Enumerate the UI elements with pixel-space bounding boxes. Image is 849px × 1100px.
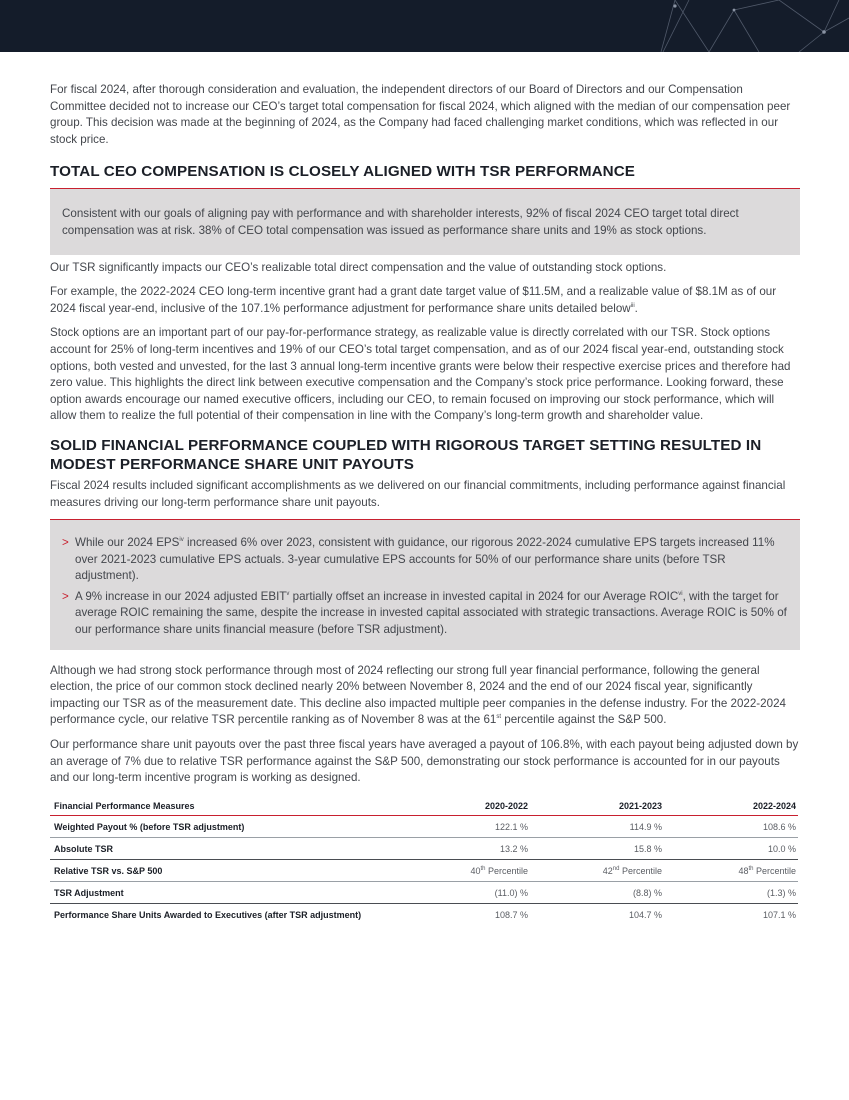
bullet-text: increased 6% over 2023, consistent with guidance, our rigorous 2022-2024 cumulative EPS targets increased 11% over 2021-2023 cumulative EPS actuals. 3-year cumulative EPS accounts for 50% of our performance share units (before TSR adjustment). — [75, 536, 775, 583]
table-cell: 10.0 % — [767, 843, 796, 854]
footnote-ref: v — [286, 591, 290, 598]
footnote-ref: iii — [630, 302, 635, 309]
stock-options-paragraph: Stock options are an important part of our pay-for-performance strategy, as realizable value is directly correlated with our TSR. Stock options account for 25% of long-term incentives and 19% of our CEO’s total target compensation, and as of our 2024 fiscal year-end, outstanding stock options, both vested and unvested, for the last 3 annual long-term incentive grants were below their respective exercise prices and therefore had zero value. This highlights the direct link between executive compensation and the Company’s stock price performance. Looking forward, these option awards encourage our named executive officers, including our CEO, to remain focused on improving our stock performance, which will allow them to realize the full potential of their compensation in line with the Company’s long-term growth and shareholder value. — [50, 326, 791, 423]
chevron-right-icon: > — [62, 536, 69, 550]
ordinal-suffix: nd — [612, 865, 620, 872]
table-cell: 107.1 % — [762, 910, 796, 921]
top-banner — [0, 0, 849, 52]
table-cell — [396, 860, 530, 882]
column-header: Financial Performance Measures — [54, 801, 195, 812]
stock-decline-paragraph — [50, 663, 800, 729]
table-cell — [530, 860, 664, 882]
table-cell: (8.8) % — [632, 887, 662, 898]
callout-box-financial-measures — [50, 520, 800, 650]
ordinal-suffix: th — [480, 865, 486, 872]
intro-paragraph: For fiscal 2024, after thorough consideration and evaluation, the independent directors of our Board of Directors and our Compensation Committee decided not to increase our CEO’s target total compensation for fiscal 2024, which aligned with the median of our compensation peer group. This decision was made at the beginning of 2024, as the Company had faced challenging market conditions, which was reflected in our stock price. — [50, 83, 791, 146]
chevron-right-icon: > — [62, 589, 69, 603]
table-cell: 104.7 % — [628, 910, 662, 921]
table-row — [50, 838, 798, 860]
row-label: Performance Share Units Awarded to Executives (after TSR adjustment) — [54, 910, 362, 921]
table-row — [50, 882, 798, 904]
row-label: Absolute TSR — [54, 843, 114, 854]
ltip-example-text: For example, the 2022-2024 CEO long-term incentive grant had a grant date target value of $11.5M, and a realizable value of $8.1M as of our 2024 fiscal year-end, inclusive of the 107.1% performance adjustment for performance share units detailed below — [50, 285, 777, 315]
callout-box-at-risk-pay — [50, 189, 800, 254]
bullet-text: A 9% increase in our 2024 adjusted EBIT — [75, 589, 287, 603]
footnote-ref: vi — [678, 591, 683, 598]
measures-bullet-list — [50, 535, 788, 639]
fiscal-results-paragraph: Fiscal 2024 results included significant accomplishments as we delivered on our financial commitments, including performance against financial measures driving our long-term performance share unit payouts. — [50, 478, 786, 509]
percentile-number: 40 — [470, 865, 481, 876]
percentile-number: 48 — [738, 865, 749, 876]
column-header: 2021-2023 — [618, 801, 662, 812]
row-label: TSR Adjustment — [54, 887, 124, 898]
table-cell: 13.2 % — [499, 843, 528, 854]
table-row — [50, 816, 798, 838]
table-cell: 114.9 % — [629, 821, 662, 832]
stock-decline-text: Although we had strong stock performance through most of 2024 reflecting our strong full year financial performance, following the general election, the price of our common stock declined nearly 20% between November 8, 2024 and the end of our 2024 fiscal year, significantly impacting our TSR as of the measurement date. This decline also impacted multiple peer companies in the defense industry. For the 2022-2024 performance cycle, our relative TSR percentile ranking as of November 8 was at the 61 — [50, 663, 786, 727]
section-heading-ceo-compensation: TOTAL CEO COMPENSATION IS CLOSELY ALIGNED WITH TSR PERFORMANCE — [50, 163, 636, 181]
ordinal-suffix: st — [496, 714, 502, 721]
stock-decline-text-end: percentile against the S&P 500. — [501, 713, 667, 727]
ltip-example-paragraph: For example, the 2022-2024 CEO long-term incentive grant had a grant date target value of $11.5M, and a realizable value of $8.1M as of our 2024 fiscal year-end, inclusive of the 107.1% performance adjustment for performance share units detailed below$^{iii}$. — [50, 285, 777, 315]
row-label: Relative TSR vs. S&P 500 — [54, 865, 163, 876]
document-content — [50, 82, 800, 926]
column-header: 2020-2022 — [484, 801, 528, 812]
tsr-impact-paragraph: Our TSR significantly impacts our CEO’s realizable total direct compensation and the value of outstanding stock options. — [50, 260, 667, 274]
table-header-row — [50, 797, 798, 816]
performance-measures-table — [50, 797, 798, 926]
table-cell: (11.0) % — [494, 887, 528, 898]
percentile-number: 42 — [602, 865, 613, 876]
bullet-text: While our 2024 EPS — [75, 536, 180, 550]
table-cell: (1.3) % — [766, 887, 796, 898]
percentile-label: Percentile — [485, 865, 528, 876]
table-cell: 15.8 % — [633, 843, 662, 854]
table-cell: 108.6 % — [762, 821, 796, 832]
row-label: Weighted Payout % (before TSR adjustment) — [54, 821, 245, 832]
list-item — [50, 535, 788, 585]
table-row — [50, 904, 798, 926]
column-header: 2022-2024 — [752, 801, 796, 812]
footnote-ref: iv — [179, 537, 184, 544]
network-graphic-icon — [649, 0, 849, 52]
callout-text: Consistent with our goals of aligning pay with performance and with shareholder interests, 92% of fiscal 2024 CEO target total direct compensation was at risk. 38% of CEO total compensation was issued as performance share units and 19% as stock options. — [62, 207, 739, 237]
table-cell — [664, 860, 798, 882]
bullet-text: , with the target for average ROIC remaining the same, despite the increase in invested capital associated with strategic transactions. Average ROIC is 50% of our performance share units financial measure (before TSR adjustment). — [75, 589, 787, 637]
table-cell: 108.7 % — [494, 910, 528, 921]
section-heading-financial-performance: SOLID FINANCIAL PERFORMANCE COUPLED WITH RIGOROUS TARGET SETTING RESULTED IN MODEST PERFORMANCE SHARE UNIT PAYOUTS — [50, 436, 762, 473]
payout-average-paragraph: Our performance share unit payouts over the past three fiscal years have averaged a payout of 106.8%, with each payout being adjusted down by an average of 7% due to relative TSR performance against the S&P 500, demonstrating our stock performance is accounted for in our payouts and our long-term incentive program is working as designed. — [50, 738, 799, 785]
ordinal-suffix: th — [748, 865, 754, 872]
bullet-text: partially offset an increase in invested capital in 2024 for our Average ROIC — [289, 589, 679, 603]
percentile-label: Percentile — [753, 865, 796, 876]
table-row — [50, 860, 798, 882]
list-item — [50, 589, 788, 639]
table-cell: 122.1 % — [494, 821, 528, 832]
percentile-label: Percentile — [619, 865, 662, 876]
